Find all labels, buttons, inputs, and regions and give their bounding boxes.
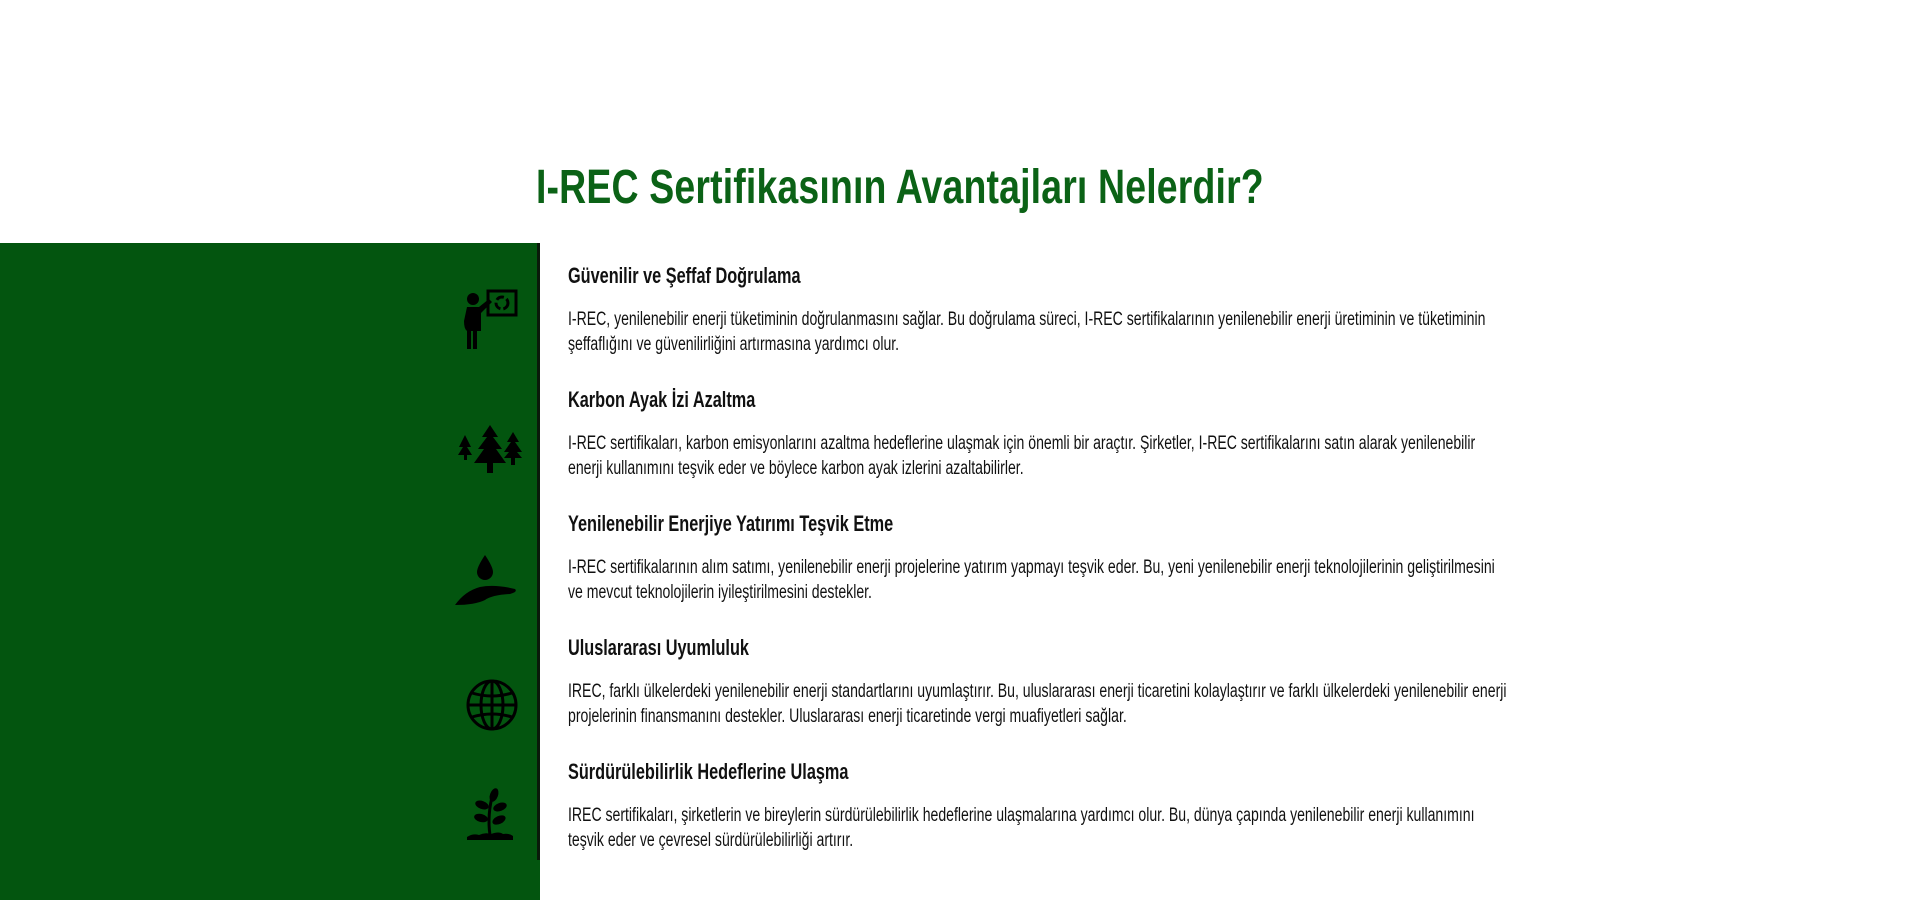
feature-description: IREC sertifikaları, şirketlerin ve bireylerin sürdürülebilirlik hedeflerine ulaşmalarına yardımcı olur. Bu, dünya çapında yenilenebilir enerji kullanımını teşvik eder ve çevresel sürdürülebilirliği artırır. (568, 805, 1475, 851)
feature-item (568, 758, 1508, 853)
feature-description: I-REC, yenilenebilir enerji tüketiminin doğrulanmasını sağlar. Bu doğrulama süreci, I-REC sertifikalarının yenilenebilir enerji üretiminin ve tüketiminin şeffaflığını ve güvenilirliğini artırmasına yardımcı olur. (568, 309, 1486, 355)
feature-item (568, 262, 1508, 357)
feature-title: Yenilenebilir Enerjiye Yatırımı Teşvik Etme (568, 511, 894, 536)
feature-item (568, 510, 1508, 605)
feature-item (568, 386, 1508, 481)
feature-description: IREC, farklı ülkelerdeki yenilenebilir enerji standartlarını uyumlaştırır. Bu, uluslararası enerji ticaretini kolaylaştırır ve farklı ülkelerdeki yenilenebilir enerji projelerinin finansmanını destekler. Uluslararası enerji ticaretinde vergi muafiyetleri sağlar. (568, 681, 1507, 727)
sprout-plant-icon (455, 785, 525, 855)
feature-title: Sürdürülebilirlik Hedeflerine Ulaşma (568, 759, 849, 784)
feature-description: I-REC sertifikaları, karbon emisyonlarını azaltma hedeflerine ulaşmak için önemli bir araçtır. Şirketler, I-REC sertifikalarını satın alarak yenilenebilir enerji kullanımını teşvik eder ve böylece karbon ayak izlerini azaltabilirler. (568, 433, 1476, 479)
page-title: I-REC Sertifikasının Avantajları Nelerdir? (536, 161, 1264, 214)
globe-icon (457, 670, 527, 740)
teacher-recycle-board-icon (455, 285, 525, 355)
feature-title: Karbon Ayak İzi Azaltma (568, 387, 756, 412)
feature-item (568, 634, 1508, 729)
feature-title: Uluslararası Uyumluluk (568, 635, 749, 660)
feature-title: Güvenilir ve Şeffaf Doğrulama (568, 263, 801, 288)
vertical-divider (537, 243, 540, 860)
feature-description: I-REC sertifikalarının alım satımı, yenilenebilir enerji projelerine yatırım yapmayı teşvik eder. Bu, yeni yenilenebilir enerji teknolojilerinin geliştirilmesini ve mevcut teknolojilerin iyileştirilmesini destekler. (568, 557, 1495, 603)
pine-trees-icon (455, 420, 525, 490)
hand-water-drop-icon (450, 545, 520, 615)
